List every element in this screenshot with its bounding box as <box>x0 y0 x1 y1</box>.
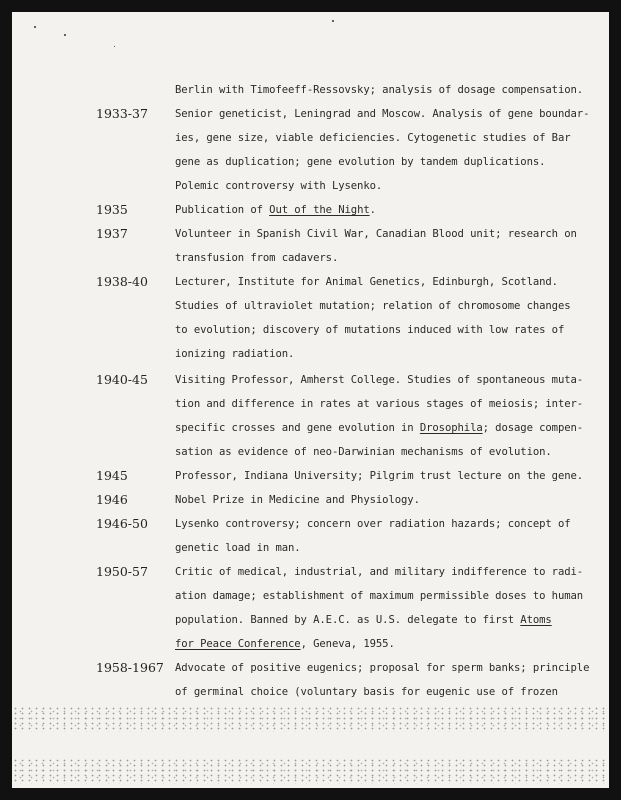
entry-line: ionizing radiation. <box>175 348 295 360</box>
entry-year: 1935 <box>96 202 128 217</box>
entry-line: genetic load in man. <box>175 542 301 554</box>
entry-line: Advocate of positive eugenics; proposal for sperm banks; principle <box>175 662 590 674</box>
book-title: Out of the Night <box>269 204 370 216</box>
entry-line: Polemic controversy with Lysenko. <box>175 180 383 192</box>
entry-line: tion and difference in rates at various stages of meiosis; inter- <box>175 398 584 410</box>
speck <box>34 26 36 28</box>
entry-year: 1940-45 <box>96 372 148 387</box>
entry-line: to evolution; discovery of mutations induced with low rates of <box>175 324 565 336</box>
entry-line: specific crosses and gene evolution in Drosophila; dosage compen- <box>175 422 584 434</box>
entry-line: Studies of ultraviolet mutation; relation of chromosome changes <box>175 300 571 312</box>
entry-year: 1945 <box>96 468 128 483</box>
publication-prefix: Publication of <box>175 204 270 216</box>
publication-suffix: . <box>369 204 376 216</box>
entry-year: 1950-57 <box>96 564 148 579</box>
entry-line: Lecturer, Institute for Animal Genetics, Edinburgh, Scotland. <box>175 276 558 288</box>
entry-line: Nobel Prize in Medicine and Physiology. <box>175 494 420 506</box>
entry-year: 1937 <box>96 226 128 241</box>
conference-title-part2: for Peace Conference <box>175 638 301 650</box>
entry-year: 1946 <box>96 492 128 507</box>
speck <box>64 34 66 36</box>
entry-year: 1946-50 <box>96 516 148 531</box>
entry-line: gene as duplication; gene evolution by tandem duplications. <box>175 156 546 168</box>
entry-line: Volunteer in Spanish Civil War, Canadian Blood unit; research on <box>175 228 577 240</box>
entry-line <box>175 204 376 216</box>
entry-line: Lysenko controversy; concern over radiation hazards; concept of <box>175 518 571 530</box>
entry-line <box>175 638 395 650</box>
genus-name: Drosophila <box>419 422 483 434</box>
entry-line: transfusion from cadavers. <box>175 252 339 264</box>
scan-noise-band <box>12 758 609 784</box>
speck <box>114 46 115 47</box>
entry-year: 1938-40 <box>96 274 148 289</box>
entry-line: ies, gene size, viable deficiencies. Cytogenetic studies of Bar <box>175 132 571 144</box>
entry-line: Critic of medical, industrial, and military indifference to radi- <box>175 566 584 578</box>
entry-line: Professor, Indiana University; Pilgrim trust lecture on the gene. <box>175 470 584 482</box>
entry-line: Senior geneticist, Leningrad and Moscow. Analysis of gene boundar- <box>175 108 590 120</box>
entry-line-text: population. Banned by A.E.C. as U.S. delegate to first <box>175 614 521 626</box>
entry-line: Visiting Professor, Amherst College. Studies of spontaneous muta- <box>175 374 584 386</box>
entry-year: 1933-37 <box>96 106 148 121</box>
entry-line: of germinal choice (voluntary basis for eugenic use of frozen <box>175 686 558 698</box>
entry-line: ation damage; establishment of maximum permissible doses to human <box>175 590 584 602</box>
entry-line: sation as evidence of neo-Darwinian mechanisms of evolution. <box>175 446 552 458</box>
conference-title-part1: Atoms <box>520 614 552 626</box>
entry-line <box>175 614 552 626</box>
conference-suffix: , Geneva, 1955. <box>300 638 395 650</box>
document-page <box>12 12 609 788</box>
speck <box>332 20 334 22</box>
scan-noise-band <box>12 706 609 732</box>
entry-year: 1958-1967 <box>96 660 164 675</box>
entry-line: Berlin with Timofeeff-Ressovsky; analysis of dosage compensation. <box>175 84 584 96</box>
